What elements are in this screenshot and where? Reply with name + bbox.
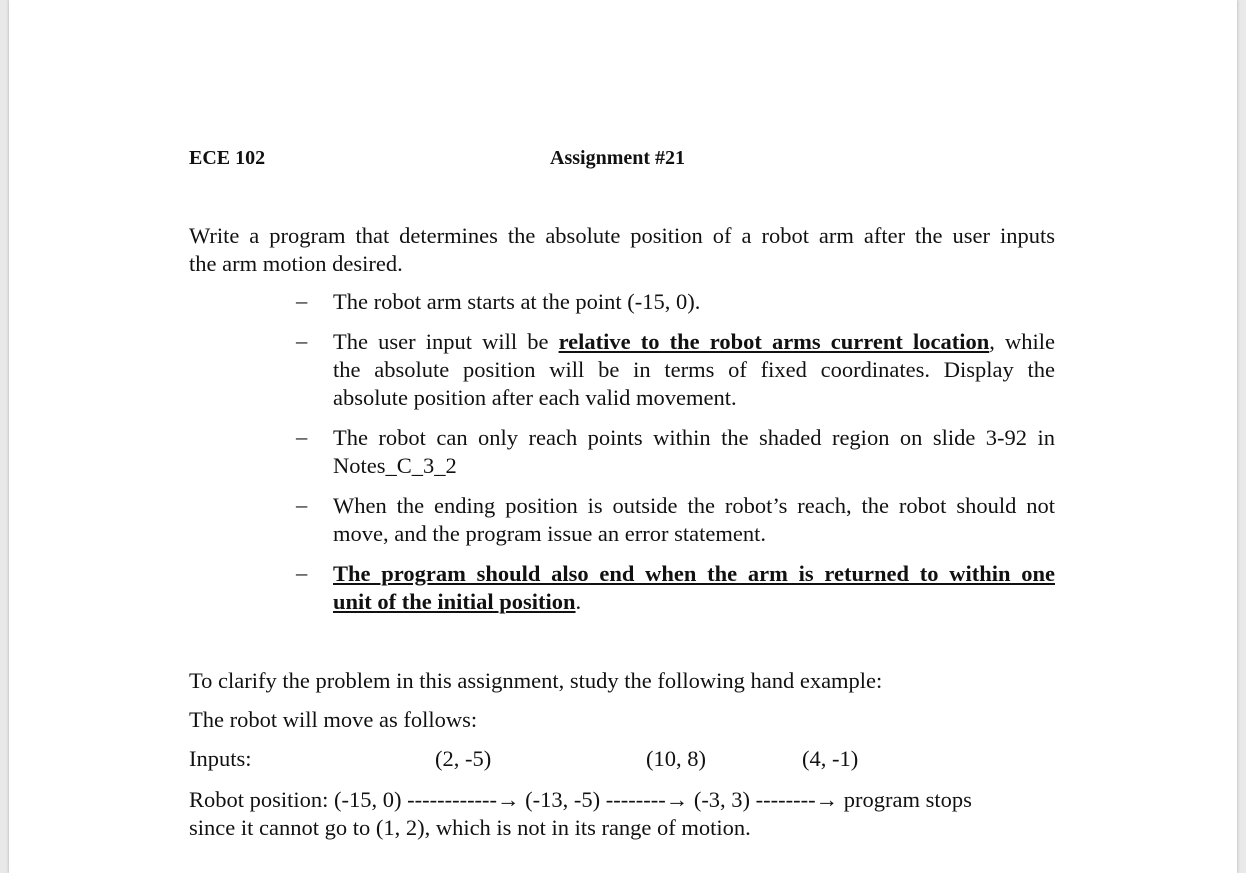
bullet-2-line-1 — [333, 328, 1055, 356]
bullet-item-1 — [333, 288, 1055, 316]
bullet-4-line-1: When the ending position is outside the robot’s reach, the robot should not — [333, 493, 1055, 518]
document-page — [9, 0, 1237, 873]
bullet-item-3 — [333, 424, 1055, 480]
bullet-dash-5: – — [296, 560, 308, 585]
bullet-dash-3: – — [296, 424, 308, 449]
bullet-2-line-3: absolute position after each valid movement. — [333, 385, 737, 410]
assignment-title: Assignment #21 — [550, 147, 686, 169]
bullet-5-line-1: The program should also end when the arm is returned to within one — [333, 561, 1055, 586]
move-text: The robot will move as follows: — [189, 707, 478, 732]
bullet-3-line-2: Notes_C_3_2 — [333, 453, 457, 478]
clarify-text: To clarify the problem in this assignment, study the following hand example: — [189, 668, 883, 693]
bullet-4-line-2: move, and the program issue an error statement. — [333, 521, 766, 546]
bullet-5-period: . — [575, 589, 582, 614]
course-code: ECE 102 — [189, 147, 266, 169]
bullet-item-5 — [333, 560, 1055, 616]
bullet-5-line-2 — [333, 588, 1055, 616]
bullet-dash-2: – — [296, 328, 308, 353]
bullet-3-line-1: The robot can only reach points within the shaded region on slide 3-92 in — [333, 425, 1055, 450]
bullet-2-post: , while — [989, 329, 1055, 354]
bullet-5-emphasis: unit of the initial position — [333, 589, 576, 614]
inputs-label: Inputs: — [189, 746, 252, 771]
bullet-dash-1: – — [296, 288, 308, 313]
bullet-2-emphasis: relative to the robot arms current location — [558, 329, 990, 354]
bullet-dash-4: – — [296, 492, 308, 517]
intro-line-1: Write a program that determines the absolute position of a robot arm after the user inputs — [189, 223, 1055, 248]
bullet-2-line-2: the absolute position will be in terms of fixed coordinates. Display the — [333, 357, 1055, 382]
bullet-item-2 — [333, 328, 1055, 412]
input-value-3: (4, -1) — [802, 746, 859, 771]
bullet-item-4 — [333, 492, 1055, 548]
bullet-2-pre: The user input will be — [333, 329, 559, 354]
bullet-1-text: The robot arm starts at the point (-15, 0). — [333, 289, 701, 314]
robot-position-line: Robot position: (-15, 0) ------------→ (-13, -5) --------→ (-3, 3) --------→ program stops — [189, 787, 972, 812]
intro-line-2: the arm motion desired. — [189, 251, 403, 276]
since-line: since it cannot go to (1, 2), which is not in its range of motion. — [189, 815, 751, 840]
intro-paragraph — [189, 222, 1055, 278]
input-value-2: (10, 8) — [646, 746, 706, 771]
input-value-1: (2, -5) — [435, 746, 492, 771]
